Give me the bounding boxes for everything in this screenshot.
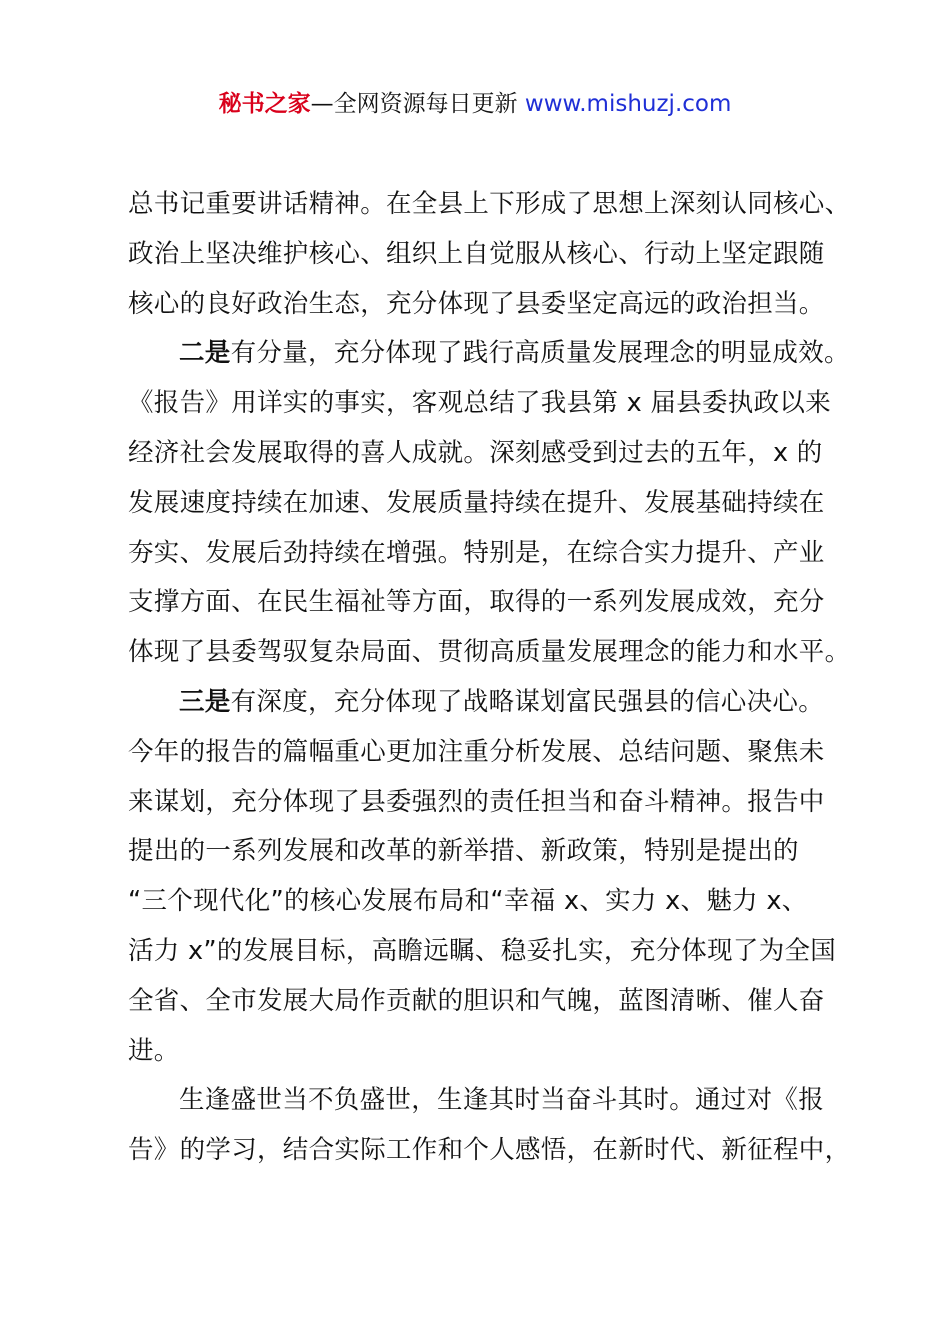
paragraph-start-line <box>128 678 838 728</box>
text-line: 发展速度持续在加速、发展质量持续在提升、发展基础持续在 <box>128 487 825 518</box>
text-line: 夯实、发展后劲持续在增强。特别是，在综合实力提升、产业 <box>128 537 825 568</box>
text-line: 体现了县委驾驭复杂局面、贯彻高质量发展理念的能力和水平。 <box>128 637 851 668</box>
text-line: 活力 x”的发展目标，高瞻远瞩、稳妥扎实，充分体现了为全国 <box>128 935 837 966</box>
text-line: 政治上坚决维护核心、组织上自觉服从核心、行动上坚定跟随 <box>128 238 825 269</box>
text-line: 告》的学习，结合实际工作和个人感悟，在新时代、新征程中， <box>128 1135 851 1166</box>
text-line: 今年的报告的篇幅重心更加注重分析发展、总结问题、聚焦未 <box>128 736 825 767</box>
text-line: 来谋划，充分体现了县委强烈的责任担当和奋斗精神。报告中 <box>128 786 825 817</box>
site-header <box>0 88 950 120</box>
paragraph-start-line: 生逢盛世当不负盛世，生逢其时当奋斗其时。通过对《报 <box>179 1085 825 1116</box>
point-marker-two: 二是 <box>179 338 231 369</box>
brand-name: 秘书之家 <box>218 91 311 117</box>
text-line: 支撑方面、在民生福祉等方面，取得的一系列发展成效，充分 <box>128 587 825 618</box>
point-marker-three: 三是 <box>179 686 231 717</box>
header-tagline: —全网资源每日更新 <box>310 91 525 117</box>
document-body <box>128 180 851 1176</box>
text-line: 进。 <box>128 1035 180 1066</box>
text-span: 有深度，充分体现了战略谋划富民强县的信心决心。 <box>230 686 825 717</box>
text-line: 总书记重要讲话精神。在全县上下形成了思想上深刻认同核心、 <box>128 189 851 219</box>
text-line: 提出的一系列发展和改革的新举措、新政策，特别是提出的 <box>128 836 799 867</box>
paragraph-start-line <box>128 329 850 379</box>
text-line: “三个现代化”的核心发展布局和“幸福 x、实力 x、魅力 x、 <box>128 886 808 917</box>
text-line: 经济社会发展取得的喜人成就。深刻感受到过去的五年，x 的 <box>128 437 823 468</box>
text-span: 有分量，充分体现了践行高质量发展理念的明显成效。 <box>230 338 850 369</box>
site-url-link[interactable]: www.mishuzj.com <box>524 91 732 117</box>
text-line: 核心的良好政治生态，充分体现了县委坚定高远的政治担当。 <box>128 288 825 319</box>
text-line: 《报告》用详实的事实，客观总结了我县第 x 届县委执政以来 <box>128 388 832 419</box>
text-line: 全省、全市发展大局作贡献的胆识和气魄，蓝图清晰、催人奋 <box>128 985 825 1016</box>
